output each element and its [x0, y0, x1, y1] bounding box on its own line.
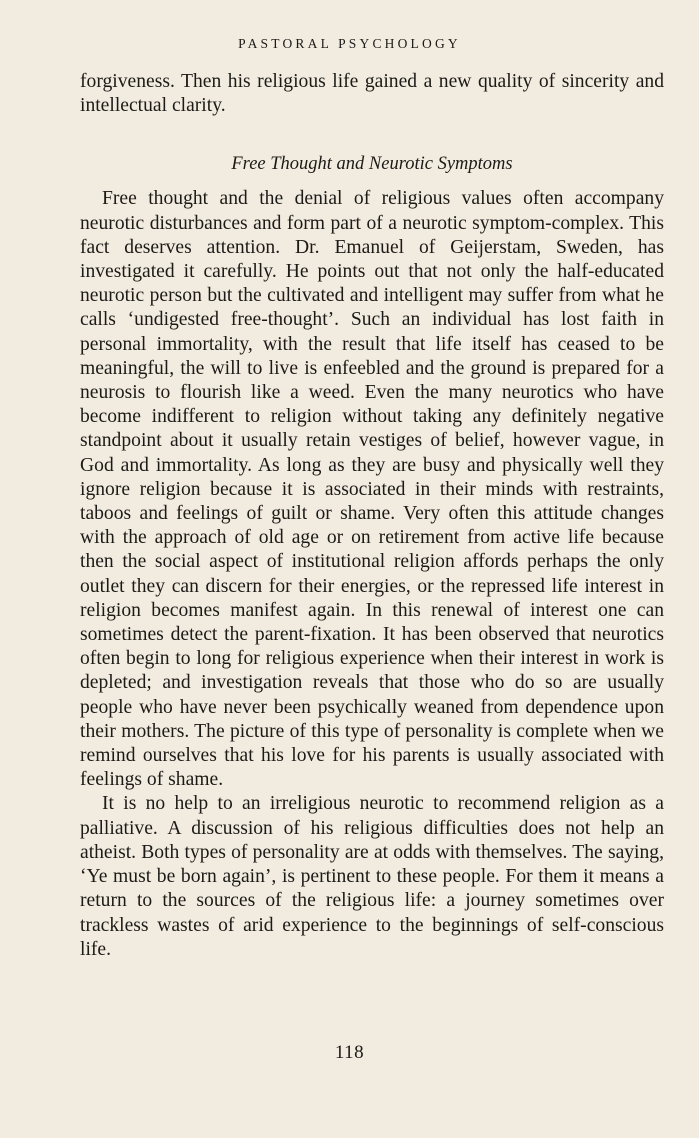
paragraph-irreligious-neurotic: It is no help to an irreligious neurotic to recommend religion as a palliative. A discussion of his religious difficulties does not help an atheist. Both types of personality are at odds with themselves. The saying, ‘Ye must be born again’, is pertinent to these people. For them it means a return to the sources of the religious life: a journey sometimes over trackless wastes of arid experience to the beginnings of self-conscious life.	[80, 793, 664, 960]
paragraph-free-thought: Free thought and the denial of religious values often accompany neurotic disturbances and form part of a neurotic symptom-complex. This fact deserves attention. Dr. Emanuel of Geijerstam, Sweden, has investigated it carefully. He points out that not only the half-educated neurotic person but the cultivated and intelligent may suffer from what he calls ‘undigested free-thought’. Such an individual has lost faith in personal immortality, with the result that life itself has ceased to be meaningful, the will to live is enfeebled and the ground is prepared for a neurosis to flourish like a weed. Even the many neurotics who have become indifferent to religion without taking any definitely negative standpoint about it usually retain vestiges of belief, however vague, in God and immortality. As long as they are busy and physically well they ignore religion because it is associated in their minds with restraints, taboos and feelings of guilt or shame. Very often this attitude changes with the approach of old age or on retirement from active life because then the social aspect of institutional religion affords perhaps the only outlet they can discern for their energies, or the repressed life interest in religion becomes manifest again. In this renewal of interest one can sometimes detect the parent-fixation. It has been observed that neurotics often begin to long for religious experience when their interest in work is depleted; and investigation reveals that those who do so are usually people who have never been psychically weaned from dependence upon their mothers. The picture of this type of personality is complete when we remind ourselves that his love for his parents is usually associated with feelings of shame.	[80, 188, 664, 791]
body-text	[80, 70, 664, 962]
page-number: 118	[334, 1042, 365, 1063]
section-heading: Free Thought and Neurotic Symptoms	[231, 154, 513, 175]
continued-paragraph: forgiveness. Then his religious life gained a new quality of sincerity and intellectual clarity.	[80, 71, 664, 117]
running-head: PASTORAL PSYCHOLOGY	[238, 36, 461, 51]
